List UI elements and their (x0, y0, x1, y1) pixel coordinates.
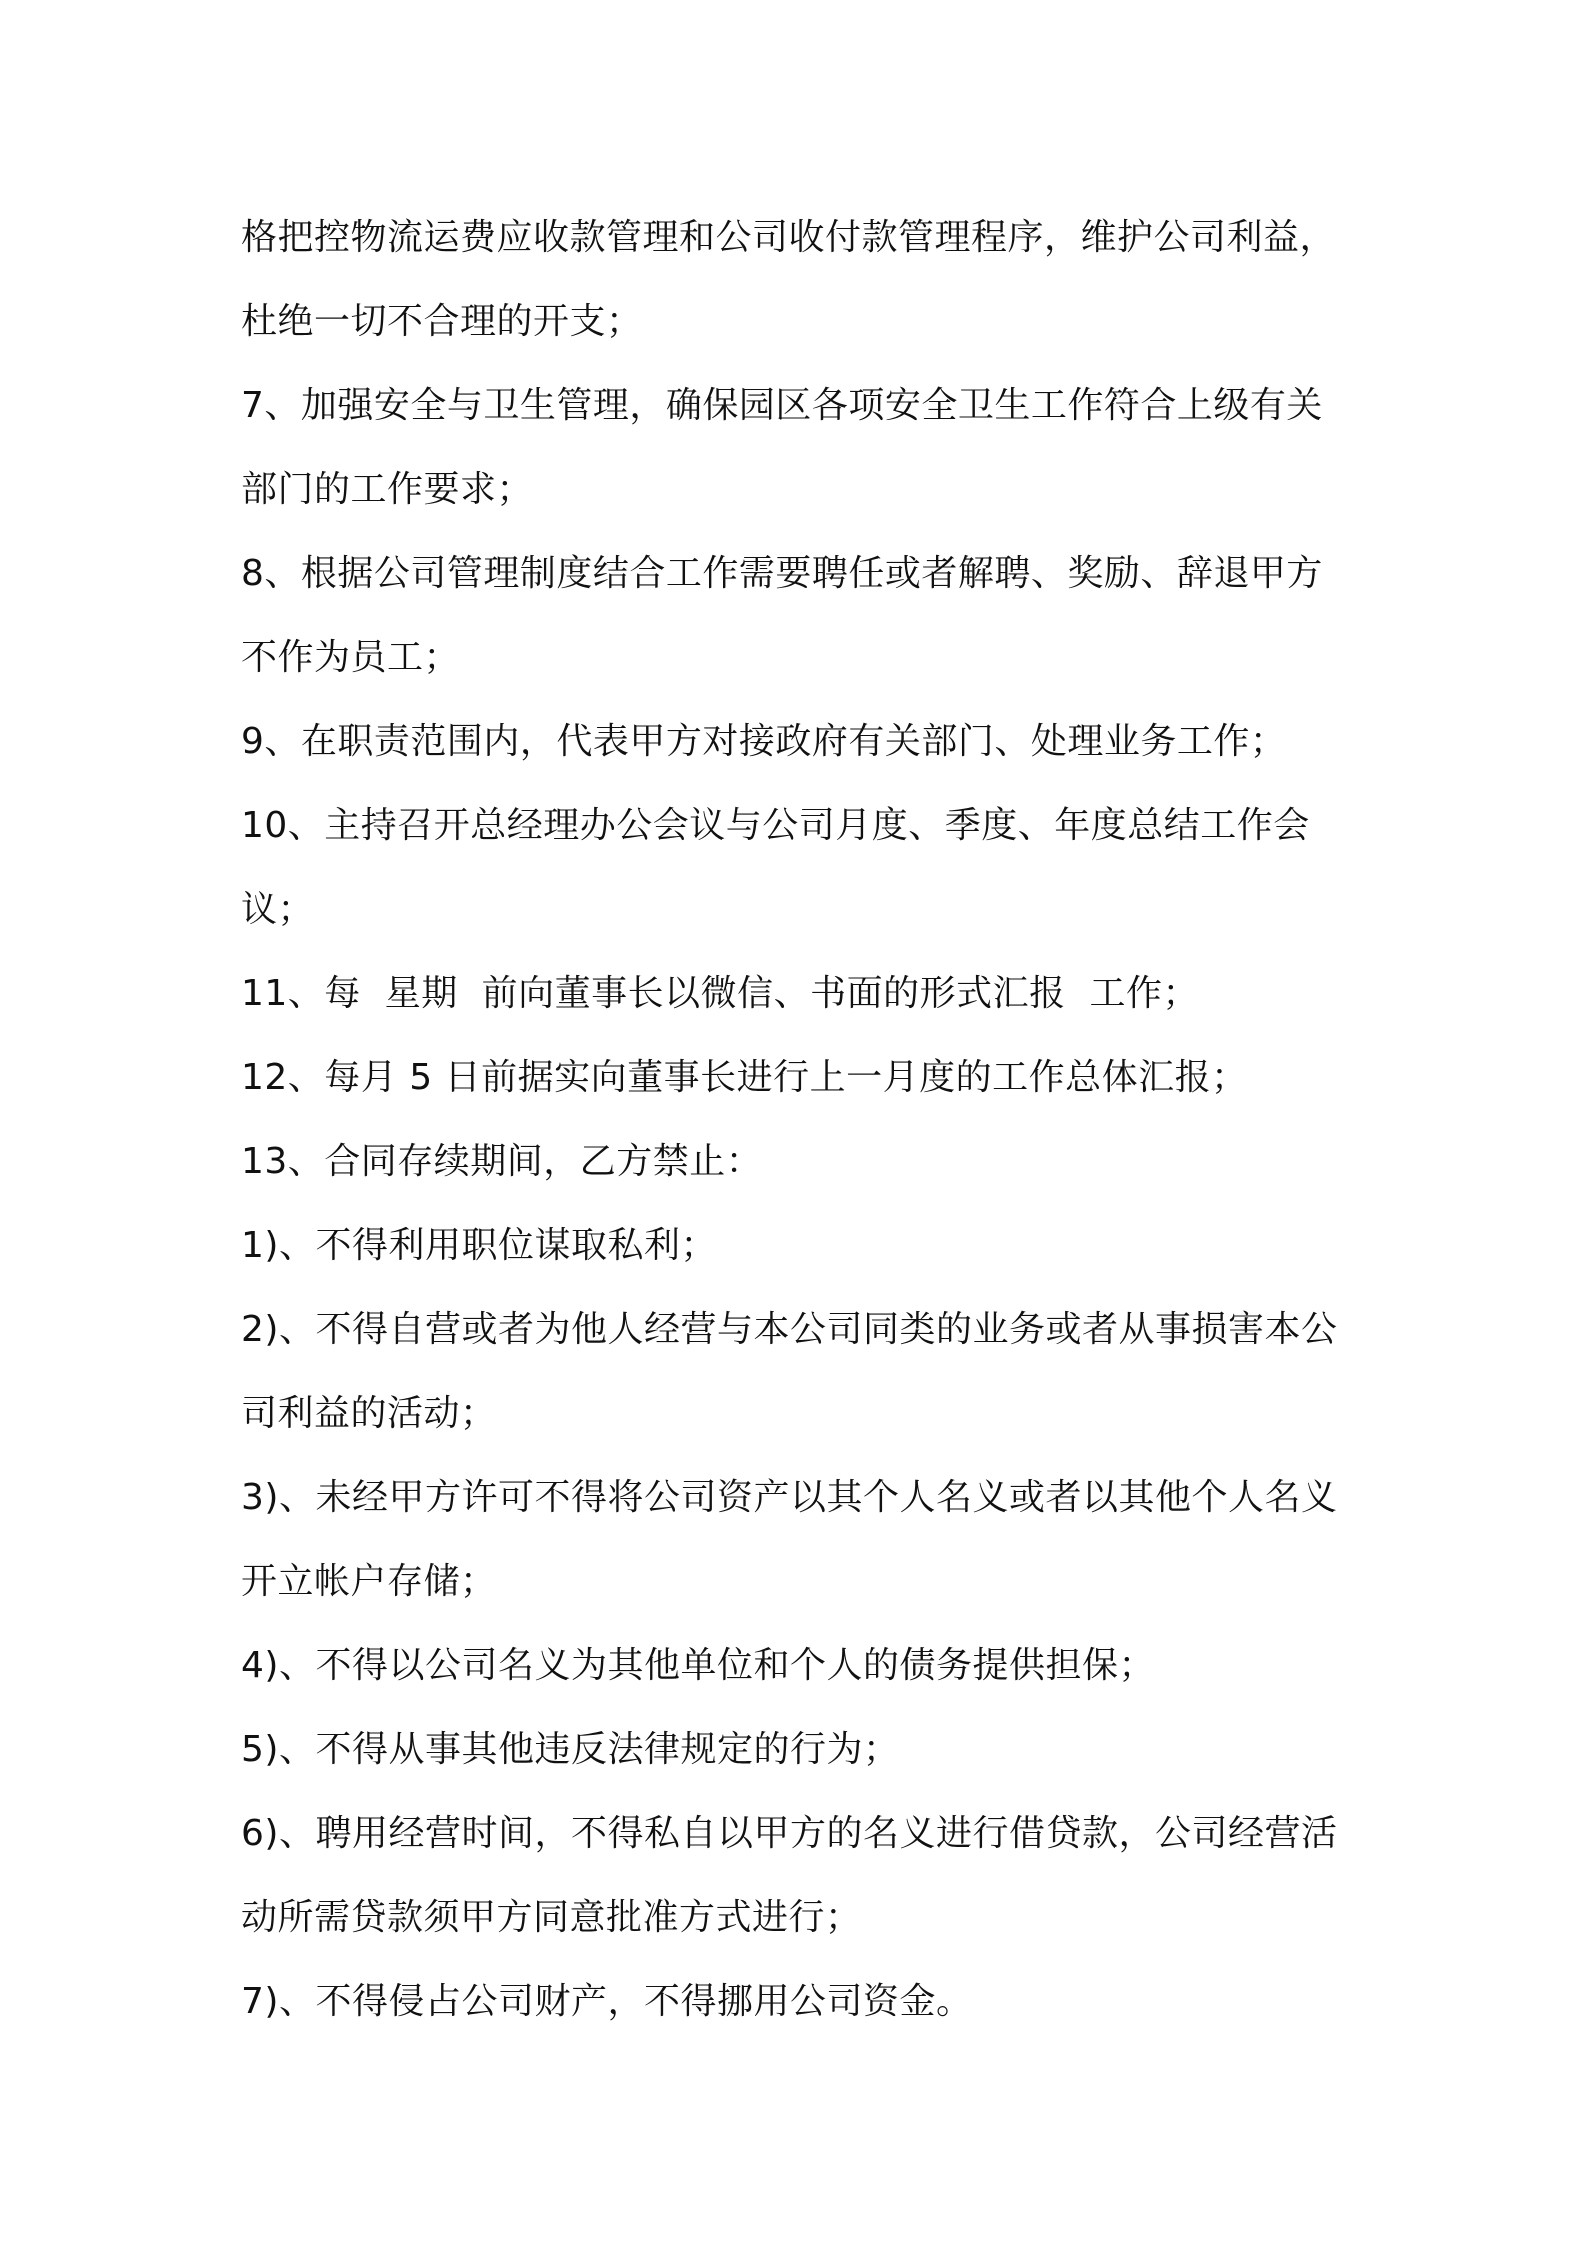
text-line: 8、根据公司管理制度结合工作需要聘任或者解聘、奖励、辞退甲方 (241, 553, 1323, 594)
text-line: 4)、不得以公司名义为其他单位和个人的债务提供担保； (241, 1645, 1155, 1686)
text-line: 1)、不得利用职位谋取私利； (241, 1225, 717, 1266)
text-line: 司利益的活动； (241, 1393, 497, 1434)
text-line: 开立帐户存储； (241, 1561, 497, 1602)
text-line: 部门的工作要求； (241, 469, 534, 510)
document-body (241, 196, 1361, 2044)
text-line: 5)、不得从事其他违反法律规定的行为； (241, 1729, 900, 1770)
text-line: 动所需贷款须甲方同意批准方式进行； (241, 1897, 862, 1938)
text-line: 11、每 星期 前向董事长以微信、书面的形式汇报 工作； (241, 973, 1199, 1014)
text-line: 13、合同存续期间，乙方禁止： (241, 1141, 763, 1182)
text-line: 格把控物流运费应收款管理和公司收付款管理程序，维护公司利益， (241, 217, 1337, 258)
text-line: 议； (241, 889, 315, 930)
text-line: 12、每月 5 日前据实向董事长进行上一月度的工作总体汇报； (241, 1057, 1248, 1098)
text-line: 9、在职责范围内，代表甲方对接政府有关部门、处理业务工作； (241, 721, 1287, 762)
text-line: 2)、不得自营或者为他人经营与本公司同类的业务或者从事损害本公 (241, 1309, 1338, 1350)
text-line: 杜绝一切不合理的开支； (241, 301, 643, 342)
text-line: 3)、未经甲方许可不得将公司资产以其个人名义或者以其他个人名义 (241, 1477, 1338, 1518)
text-line: 7、加强安全与卫生管理，确保园区各项安全卫生工作符合上级有关 (241, 385, 1323, 426)
text-line: 6)、聘用经营时间，不得私自以甲方的名义进行借贷款，公司经营活 (241, 1813, 1338, 1854)
text-line: 10、主持召开总经理办公会议与公司月度、季度、年度总结工作会 (241, 805, 1310, 846)
text-line: 不作为员工； (241, 637, 461, 678)
text-line: 7)、不得侵占公司财产，不得挪用公司资金。 (241, 1981, 973, 2022)
